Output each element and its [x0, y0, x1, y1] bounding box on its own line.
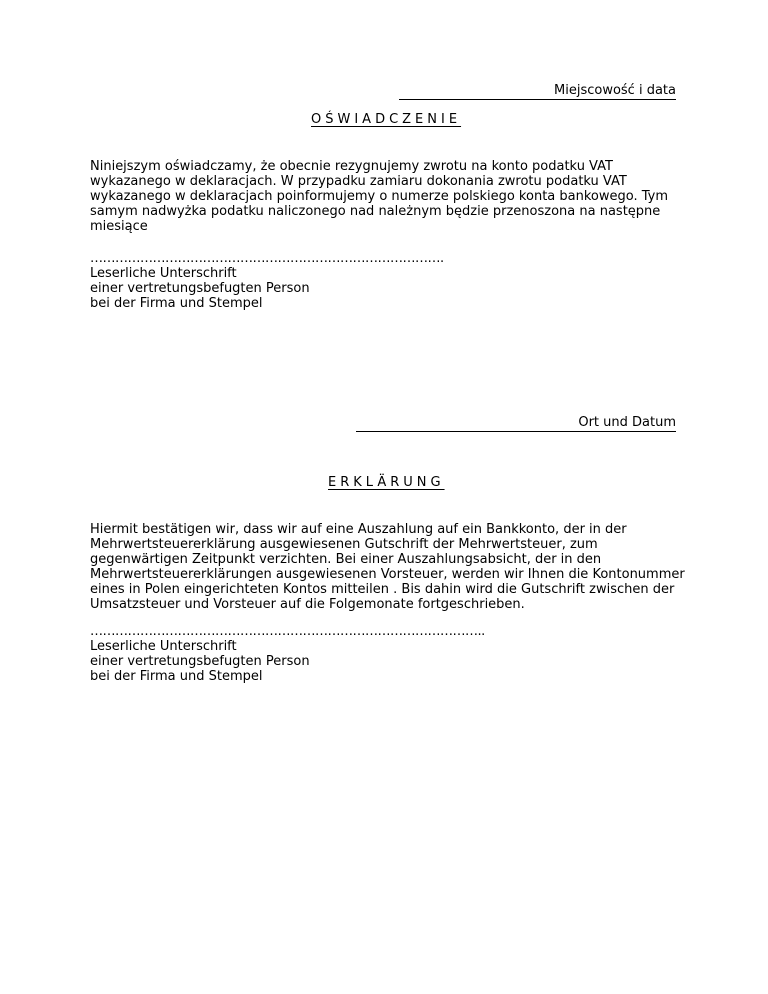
- signature-caption-line1-pl: Leserliche Unterschrift: [90, 266, 237, 281]
- place-and-date-line-pl: [399, 83, 676, 100]
- declaration-body-de: Hiermit bestätigen wir, dass wir auf eine Auszahlung auf ein Bankkonto, der in der Mehrwertsteuererklärung ausgewiesenen Gutschrift der Mehrwertsteuer, zum gegenwärtigen Zeitpunkt verzichten. Bei einer Auszahlungsabsicht, der in den Mehrwertsteuererklärungen ausgewiesenen Vorsteuer, werden wir Ihnen die Kontonummer eines in Polen eingerichteten Kontos mitteilen . Bis dahin wird die Gutschrift zwischen der Umsatzsteuer und Vorsteuer auf die Folgemonate fortgeschrieben.: [90, 522, 685, 612]
- signature-block-pl: [90, 251, 444, 311]
- place-and-date-label-pl: Miejscowość i data: [554, 83, 676, 98]
- place-and-date-label-de: Ort und Datum: [578, 415, 676, 430]
- place-and-date-line-de: [356, 415, 676, 432]
- signature-caption-line3-pl: bei der Firma und Stempel: [90, 296, 263, 311]
- signature-caption-line1-de: Leserliche Unterschrift: [90, 639, 237, 654]
- signature-dotted-line-pl: ………………………………………………………………………….: [90, 251, 444, 266]
- declaration-heading-de: ERKLÄRUNG: [328, 475, 445, 490]
- signature-caption-line2-de: einer vertretungsbefugten Person: [90, 654, 310, 669]
- signature-block-de: [90, 624, 485, 684]
- declaration-heading-pl: OŚWIADCZENIE: [311, 112, 462, 127]
- signature-caption-line3-de: bei der Firma und Stempel: [90, 669, 263, 684]
- signature-caption-line2-pl: einer vertretungsbefugten Person: [90, 281, 310, 296]
- declaration-body-pl: Niniejszym oświadczamy, że obecnie rezygnujemy zwrotu na konto podatku VAT wykazanego w deklaracjach. W przypadku zamiaru dokonania zwrotu podatku VAT wykazanego w deklaracjach poinformujemy o numerze polskiego konta bankowego. Tym samym nadwyżka podatku naliczonego nad należnym będzie przenoszona na następne miesiące: [90, 159, 669, 234]
- signature-dotted-line-de: …………………………………………………………………………………..: [90, 624, 485, 639]
